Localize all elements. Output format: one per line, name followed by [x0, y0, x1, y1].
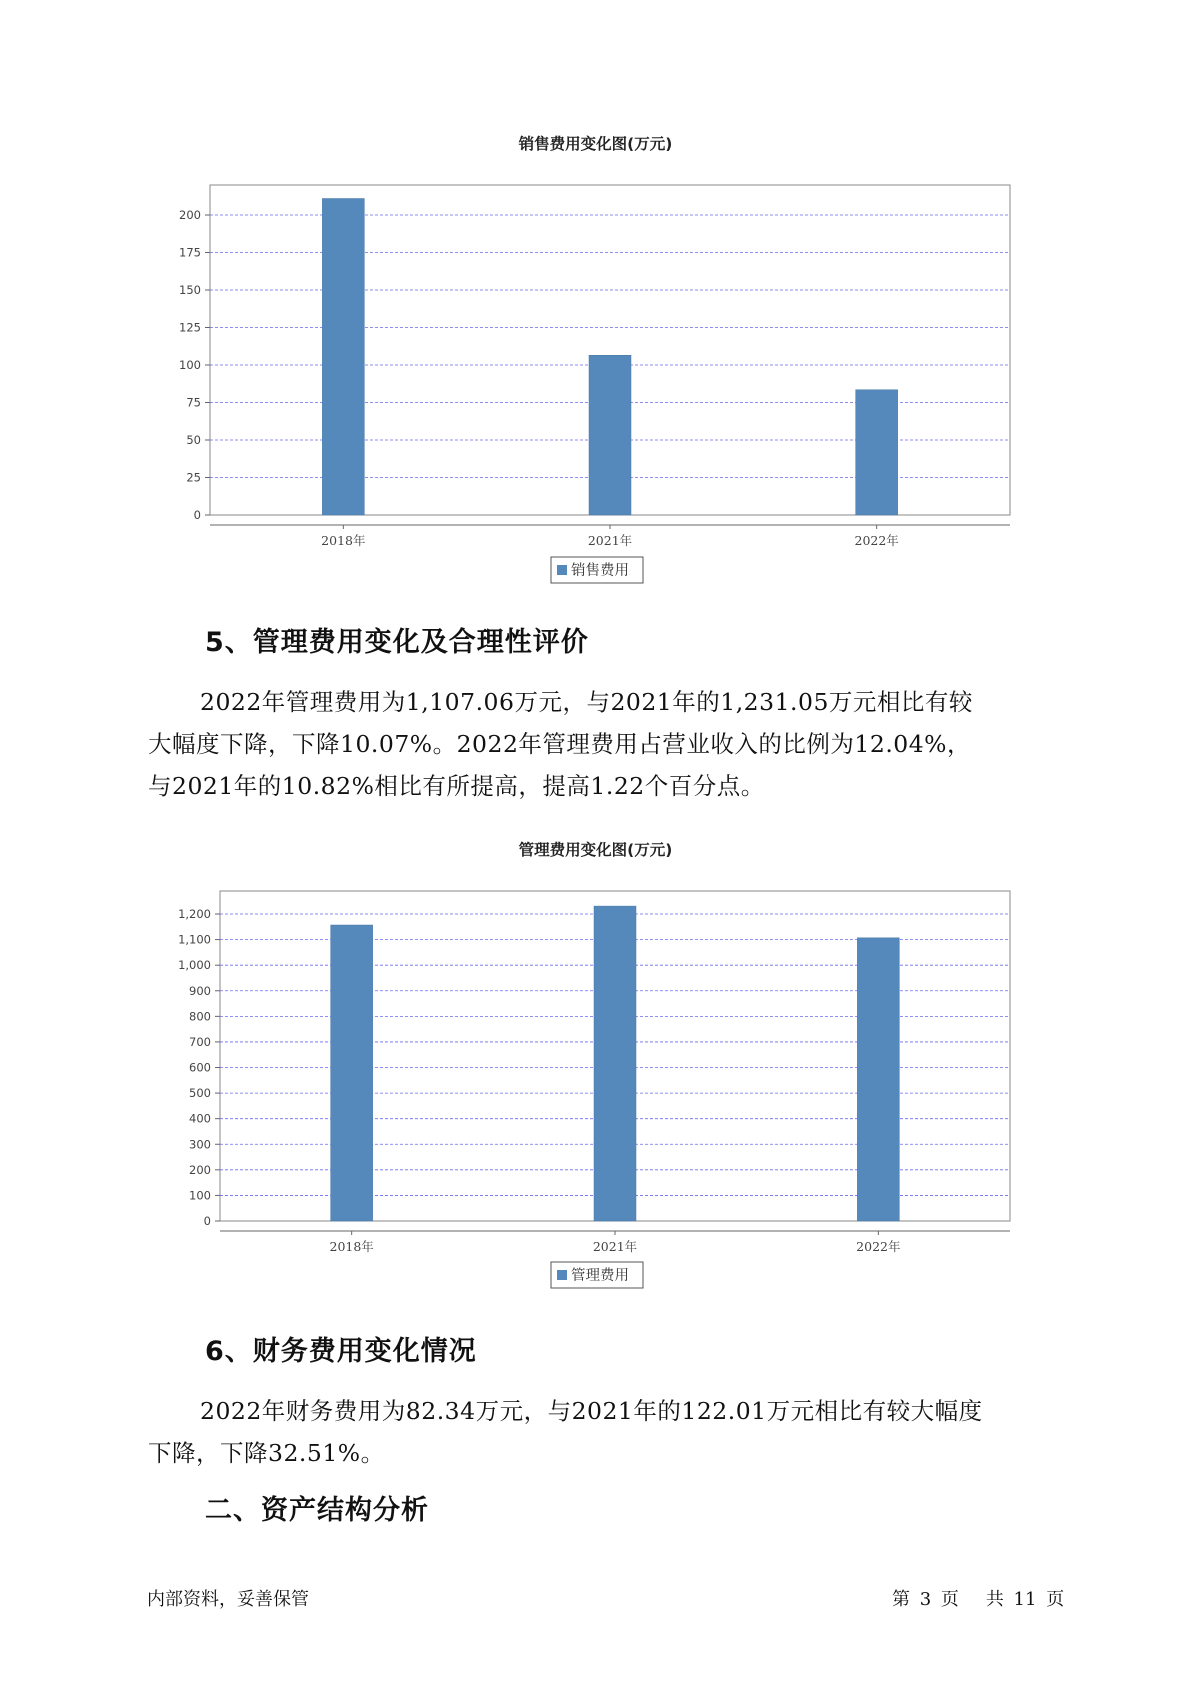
footer-page-indicator — [890, 1585, 1066, 1611]
y-tick-label: 125 — [179, 320, 201, 335]
y-tick-label: 200 — [189, 1162, 211, 1177]
section-two-heading: 二、资产结构分析 — [205, 1495, 429, 1526]
x-tick-label: 2018年 — [321, 533, 366, 548]
admin-expense-chart-title: 管理费用变化图(万元) — [518, 841, 673, 859]
bar-2018年 — [331, 925, 373, 1221]
y-tick-label: 100 — [179, 358, 201, 372]
page-prefix: 第 — [892, 1589, 910, 1610]
section-5-line-1: 2022年管理费用为1,107.06万元，与2021年的1,231.05万元相比有较 — [200, 688, 973, 716]
bar-2022年 — [857, 938, 899, 1221]
y-tick-label: 600 — [189, 1060, 211, 1075]
section-6-line-2: 下降，下降32.51%。 — [148, 1439, 385, 1467]
section-6-paragraph — [148, 1390, 1068, 1474]
section-5-line-3: 与2021年的10.82%相比有所提高，提高1.22个百分点。 — [148, 772, 765, 800]
y-tick-label: 100 — [189, 1188, 211, 1203]
page-unit: 页 — [940, 1589, 959, 1610]
y-tick-label: 75 — [186, 395, 201, 410]
y-tick-label: 150 — [179, 283, 201, 297]
y-tick-label: 800 — [189, 1009, 211, 1024]
y-tick-label: 400 — [189, 1111, 211, 1126]
total-pages: 11 — [1013, 1589, 1037, 1610]
section-5-line-2: 大幅度下降，下降10.07%。2022年管理费用占营业收入的比例为12.04%， — [148, 730, 972, 758]
bar-2021年 — [594, 906, 636, 1221]
y-tick-label: 0 — [193, 508, 201, 522]
y-tick-label: 500 — [189, 1086, 211, 1101]
y-tick-label: 700 — [189, 1034, 211, 1049]
x-tick-label: 2018年 — [329, 1239, 374, 1254]
total-unit: 页 — [1046, 1589, 1065, 1610]
legend-label: 销售费用 — [571, 563, 629, 579]
x-tick-label: 2022年 — [856, 1239, 901, 1254]
x-tick-label: 2021年 — [587, 533, 633, 548]
section-6-heading: 6、财务费用变化情况 — [205, 1336, 477, 1367]
total-prefix: 共 — [985, 1589, 1004, 1610]
legend-swatch — [557, 1270, 567, 1280]
legend-label: 管理费用 — [571, 1268, 629, 1284]
y-tick-label: 200 — [179, 208, 201, 222]
section-6-line-1: 2022年财务费用为82.34万元，与2021年的122.01万元相比有较大幅度 — [200, 1397, 983, 1425]
sales-expense-chart-title: 销售费用变化图(万元) — [518, 135, 673, 153]
page-number: 3 — [919, 1589, 932, 1610]
y-tick-label: 900 — [189, 983, 211, 998]
footer-confidential-note: 内部资料，妥善保管 — [147, 1589, 309, 1610]
y-tick-label: 25 — [186, 470, 201, 485]
y-tick-label: 1,100 — [178, 932, 211, 947]
x-tick-label: 2021年 — [592, 1239, 638, 1254]
section-5-heading: 5、管理费用变化及合理性评价 — [205, 627, 589, 658]
y-tick-label: 0 — [203, 1214, 211, 1228]
y-tick-label: 300 — [189, 1137, 211, 1152]
x-tick-label: 2022年 — [854, 533, 899, 548]
y-tick-label: 1,200 — [178, 907, 211, 922]
y-tick-label: 50 — [186, 433, 201, 447]
y-tick-label: 1,000 — [178, 958, 211, 973]
y-tick-label: 175 — [179, 245, 201, 260]
